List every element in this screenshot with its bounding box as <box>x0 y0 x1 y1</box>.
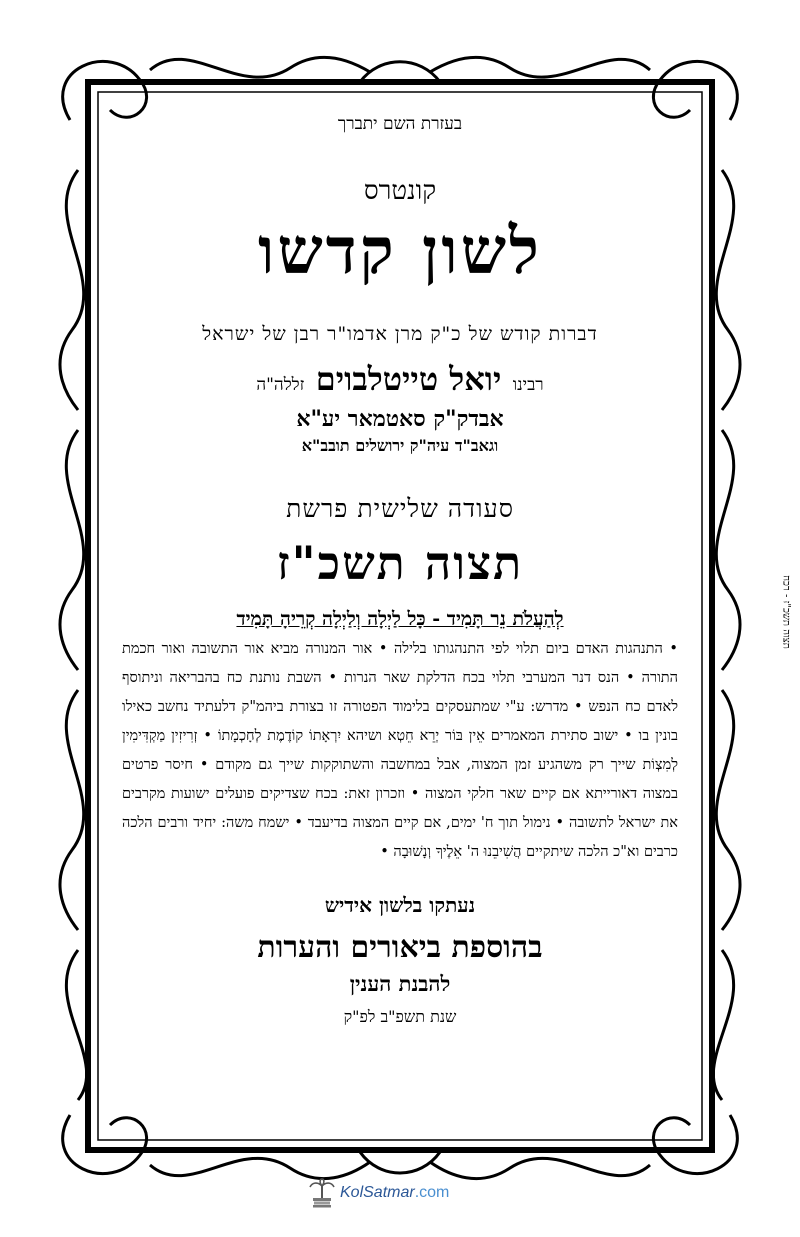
main-title: לשון קדשו <box>258 214 542 289</box>
understanding-line: להבנת הענין <box>349 971 451 996</box>
watermark <box>308 1178 449 1208</box>
watermark-text <box>340 1184 449 1202</box>
rabbi-row <box>120 360 680 398</box>
rank-line-2: וגאב"ד עיה"ק ירושלים תובב"א <box>301 436 499 455</box>
invocation-text: בעזרת השם יתברך <box>337 114 463 134</box>
topics-summary: • התנהגות האדם ביום תלוי לפי התנהגותו בלילה • אור המנורה מביא אור התשובה ואור חכמת התורה • הנס דנר המערבי תלוי בכח הדלקת שאר הנרות • השבת נותנת כח בהבריאה וניתוסף לאדם כח הנפש • מדרש: ע"י שמתעסקים בלימוד הפטורה זו בצורת ביהמ"ק דלעתיד נחשב כאילו בונין בו • ישוב סתירת המאמרים אֵין בּוֹר יְרֵא חֵטְא ושיהא יִרְאָתוֹ קוֹדֶמֶת לְחָכְמָתוֹ • זְרִיזִין מַקְדִּימִין לְמִצְוֹת שייך רק משהגיע זמן המצוה, אבל במחשבה והשתוקקות שייך גם מקודם • חיסר פרטים במצוה דאורייתא אם קיים שאר חלקי המצוה • וזכרון זאת: בכח שצדיקים פועלים ישועות מקרבים את ישראל לתשובה • נימול תוך ח' ימים, אם קיים המצוה בדיעבד • ישמח משה: יחיד ורבים הלכה כרבים וא"כ הלכה שיתקיים הֲשִׁיבֵנוּ ה' אֵלֶיךָ וְנָשׁוּבָה • <box>122 641 678 860</box>
palm-tree-books-logo-icon <box>308 1178 336 1208</box>
rabbi-suffix: זללה"ה <box>256 375 305 395</box>
title-page-content <box>120 108 680 1027</box>
page-side-note: תצוה תשכ"ז - רכח <box>780 575 792 649</box>
kuntres-label: קונטרס <box>363 176 437 206</box>
watermark-domain: .com <box>414 1184 450 1201</box>
yiddish-note: נעתקו בלשון אידיש <box>324 893 476 917</box>
additions-heading: בהוספת ביאורים והערות <box>257 930 543 965</box>
watermark-brand: KolSatmar <box>340 1184 415 1201</box>
seuda-heading: סעודה שלישית פרשת <box>286 494 514 523</box>
rank-line-1: אבדק"ק סאטמאר יע"א <box>296 406 504 432</box>
intro-line: דברות קודש של כ"ק מרן אדמו"ר רבן של ישראל <box>202 323 598 345</box>
rabbi-name: יואל טייטלבוים <box>315 360 502 398</box>
verse-heading: לְהַעֲלֹת נֵר תָּמִיד - כָּל לַיְלָה וְלַיְלָה קְרֵיהָ תָּמִיד <box>236 608 564 630</box>
parsha-title: תצוה תשכ"ז <box>276 536 524 590</box>
rabbi-prefix: רבינו <box>512 375 544 395</box>
year-line: שנת תשפ"ב לפ"ק <box>343 1007 457 1026</box>
